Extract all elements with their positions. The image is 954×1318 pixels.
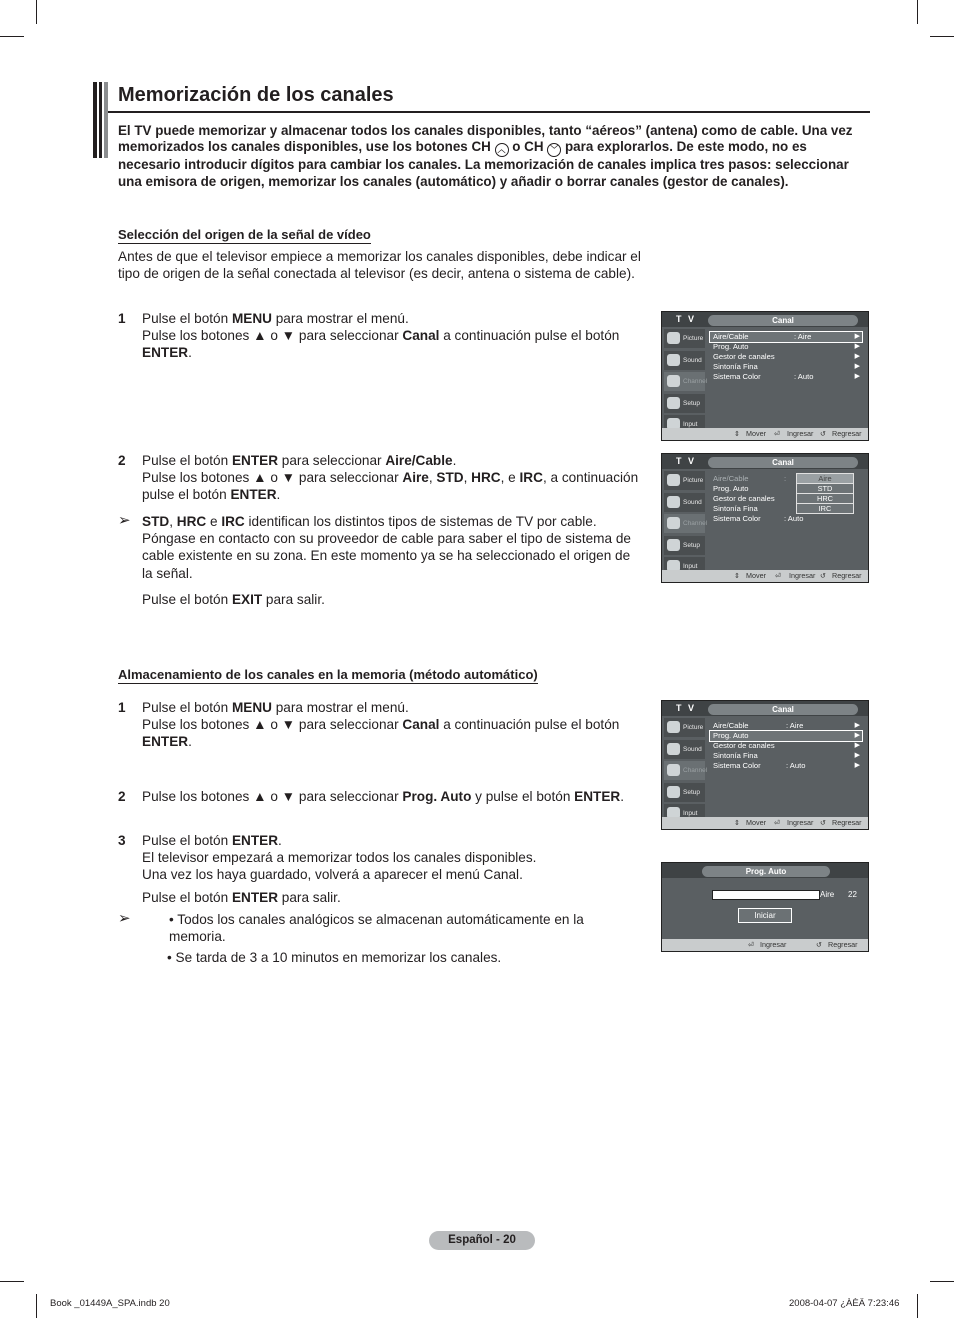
crop-mark bbox=[0, 1281, 24, 1282]
section-heading-source: Selección del origen de la señal de vídeo bbox=[118, 227, 371, 242]
option-aire[interactable]: Aire bbox=[796, 473, 854, 484]
menu-item-prog-auto[interactable]: Prog. Auto ▶ bbox=[710, 731, 862, 741]
picture-icon bbox=[667, 721, 680, 733]
crop-mark bbox=[0, 36, 24, 37]
menu-item-sistema-color[interactable]: Sistema Color : Auto ▶ bbox=[713, 761, 860, 770]
move-icon: ⇕ bbox=[734, 818, 741, 827]
print-slug-right: 2008-04-07 ¿ÀÈÄ 7:23:46 bbox=[789, 1298, 900, 1309]
list-item: • Todos los canales analógicos se almacenan automáticamente en la memoria. bbox=[169, 912, 584, 945]
setup-icon bbox=[667, 786, 680, 798]
list-item: • Se tarda de 3 a 10 minutos en memorizar los canales. bbox=[167, 950, 502, 965]
source-dropdown[interactable] bbox=[796, 474, 854, 514]
section-paragraph: Antes de que el televisor empiece a memorizar los canales disponibles, debe indicar el tipo de origen de la señal conectada al televisor (es decir, antena o sistema de cable). bbox=[118, 249, 641, 282]
tv-osd-canal-menu: T V Canal Picture Sound Channel Setup Input Aire/Cable : Aire ▶ Prog. Auto ▶ Gestor de canales ▶ Sintonía Fina ▶ Sistema Color : Auto ▶ ⇕ Mover ⏎ Ingresar ↺ Regresar bbox=[661, 311, 869, 441]
sound-icon bbox=[667, 354, 680, 366]
step-3: 3 Pulse el botón ENTER. El televisor empezará a memorizar todos los canales disponibles. Una vez los haya guardado, volverá a aparecer el menú Canal. Pulse el botón ENTER para salir. bbox=[118, 833, 537, 905]
step-1: 1 Pulse el botón MENU para mostrar el menú. Pulse los botones ▲ o ▼ para seleccionar Canal a continuación pulse el botón ENTER. bbox=[118, 700, 620, 750]
source-label: Aire bbox=[820, 890, 835, 899]
step-2: 2 Pulse los botones ▲ o ▼ para seleccionar Prog. Auto y pulse el botón ENTER. bbox=[118, 789, 625, 804]
crop-mark bbox=[917, 0, 918, 24]
page-title: Memorización de los canales bbox=[118, 84, 394, 106]
tv-osd-canal-prog-auto: T V Canal Picture Sound Channel Setup Input Aire/Cable : Aire ▶ Prog. Auto ▶ Gestor de canales ▶ Sintonía Fina ▶ Sistema Color : Auto ▶ ⇕ Mover ⏎ Ingresar ↺ Regresar bbox=[661, 700, 869, 830]
return-icon: ↺ bbox=[820, 429, 827, 438]
channel-icon bbox=[667, 517, 680, 529]
menu-item-sintonia[interactable]: Sintonía Fina ▶ bbox=[713, 751, 860, 760]
exit-instruction: Pulse el botón EXIT para salir. bbox=[142, 592, 325, 607]
section-heading-auto: Almacenamiento de los canales en la memoria (método automático) bbox=[118, 667, 538, 682]
note-arrow-icon: ➢ bbox=[118, 512, 131, 529]
move-icon: ⇕ bbox=[734, 571, 741, 580]
step-2: 2 Pulse el botón ENTER para seleccionar Aire/Cable. Pulse los botones ▲ o ▼ para seleccionar Aire, STD, HRC, e IRC, a continuación pulse el botón ENTER. bbox=[118, 453, 639, 503]
menu-item-aire-cable[interactable]: Aire/Cable : Aire ▶ bbox=[713, 721, 860, 730]
return-icon: ↺ bbox=[820, 571, 827, 580]
setup-icon bbox=[667, 397, 680, 409]
sound-icon bbox=[667, 496, 680, 508]
move-icon: ⇕ bbox=[734, 429, 741, 438]
enter-icon: ⏎ bbox=[775, 571, 782, 580]
crop-mark bbox=[930, 1281, 954, 1282]
channel-icon bbox=[667, 764, 680, 776]
crop-mark bbox=[36, 1294, 37, 1318]
option-irc[interactable]: IRC bbox=[796, 503, 854, 514]
setup-icon bbox=[667, 539, 680, 551]
enter-icon: ⏎ bbox=[748, 940, 755, 949]
crop-mark bbox=[930, 36, 954, 37]
page-number-badge: Español - 20 bbox=[429, 1231, 535, 1250]
title-divider bbox=[108, 111, 870, 113]
print-slug-left: Book _01449A_SPA.indb 20 bbox=[50, 1298, 170, 1309]
menu-item-gestor[interactable]: Gestor de canales ▶ bbox=[713, 352, 860, 361]
channel-number: 22 bbox=[848, 890, 857, 899]
menu-item-sistema-color[interactable]: Sistema Color : Auto ▶ bbox=[713, 372, 860, 381]
picture-icon bbox=[667, 332, 680, 344]
chevron-up-circle-icon: ︿ bbox=[495, 143, 509, 157]
note-arrow-icon: ➢ bbox=[118, 910, 131, 927]
crop-mark bbox=[917, 1294, 918, 1318]
option-std[interactable]: STD bbox=[796, 483, 854, 494]
chevron-down-circle-icon: ﹀ bbox=[547, 143, 561, 157]
option-hrc[interactable]: HRC bbox=[796, 493, 854, 504]
step-1: 1 Pulse el botón MENU para mostrar el menú. Pulse los botones ▲ o ▼ para seleccionar Canal a continuación pulse el botón ENTER. bbox=[118, 311, 620, 361]
enter-icon: ⏎ bbox=[774, 818, 781, 827]
sound-icon bbox=[667, 743, 680, 755]
tv-osd-aire-cable-dropdown: T V Canal Picture Sound Channel Setup Input Aire/Cable : Prog. Auto Gestor de canales Sintonía Fina Sistema Color : Auto Aire STD HRC IRC ⇕ Mover ⏎ Ingresar ↺ Regresar bbox=[661, 453, 869, 583]
enter-icon: ⏎ bbox=[774, 429, 781, 438]
return-icon: ↺ bbox=[816, 940, 823, 949]
note-cable-systems: ➢ STD, HRC e IRC identifican los distintos tipos de sistemas de TV por cable. Póngase en contacto con su proveedor de cable para saber el tipo de sistema de cable existente en su zona. En este momento ya se ha seleccionado el origen de la señal. bbox=[118, 512, 631, 581]
crop-mark bbox=[36, 0, 37, 24]
return-icon: ↺ bbox=[820, 818, 827, 827]
menu-item-gestor[interactable]: Gestor de canales ▶ bbox=[713, 741, 860, 750]
menu-item-prog-auto[interactable]: Prog. Auto ▶ bbox=[713, 342, 860, 351]
progress-bar bbox=[712, 890, 820, 900]
intro-paragraph: El TV puede memorizar y almacenar todos los canales disponibles, tanto “aéreos” (antena) como de cable. Una vez memorizados los canales disponibles, use los botones CH ︿ o CH ﹀ para explorarlos. De este modo, no es necesario introducir dígitos para cambiar los canales. La memorización de canales implica tres pasos: seleccionar una emisora de origen, memorizar los canales (automático) y añadir o borrar canales (gestor de canales). bbox=[118, 123, 853, 189]
menu-item-sintonia[interactable]: Sintonía Fina ▶ bbox=[713, 362, 860, 371]
picture-icon bbox=[667, 474, 680, 486]
menu-item-aire-cable[interactable]: Aire/Cable : Aire ▶ bbox=[710, 332, 862, 342]
tv-osd-prog-auto: Prog. Auto Aire 22 Iniciar ⏎ Ingresar ↺ Regresar bbox=[661, 862, 869, 952]
channel-icon bbox=[667, 375, 680, 387]
start-button[interactable]: Iniciar bbox=[738, 908, 792, 923]
